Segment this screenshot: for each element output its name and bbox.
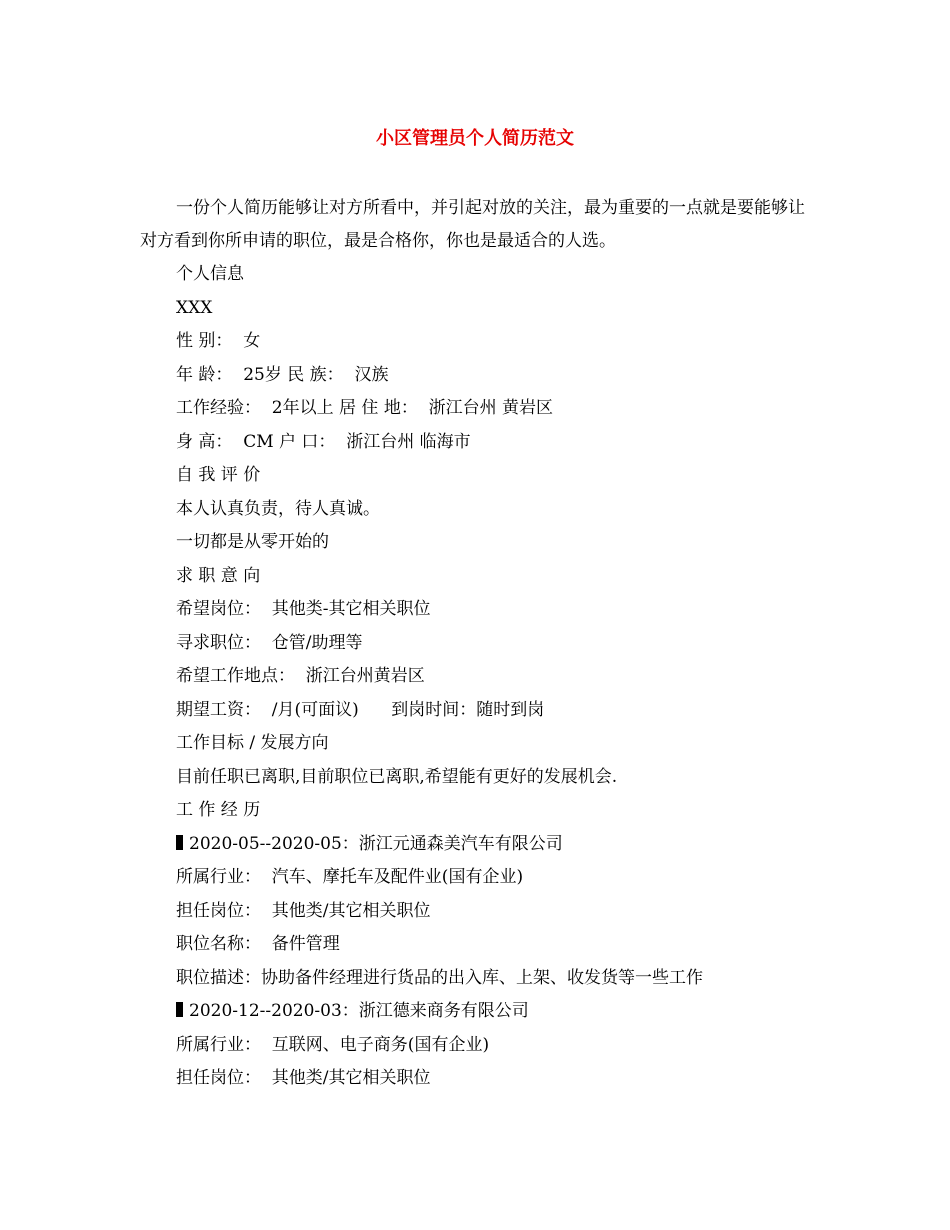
experience-entry-1-title: 职位名称： 备件管理 [176,934,340,954]
sought-position-line: 寻求职位： 仓管/助理等 [176,632,363,653]
intro-paragraph: 一份个人简历能够让对方所看中，并引起对放的关注，最为重要的一点就是要能够让对方看到你所申请的职位，最是合格你，你也是最适合的人选。 [140,198,805,251]
experience-entry-2-text: 2020-12--2020-03：浙江德来商务有限公司 [189,1001,529,1021]
bullet-marker-icon [176,1002,183,1017]
gender-line: 性 别： 女 [176,331,261,351]
section-heading-career-goal: 工作目标 / 发展方向 [176,733,329,753]
height-hukou-line: 身 高： CM 户 口： 浙江台州 临海市 [176,431,471,452]
experience-entry-2-header [176,995,856,1029]
experience-residence-line: 工作经验： 2年以上 居 住 地： 浙江台州 黄岩区 [176,398,554,418]
self-evaluation-line-2: 一切都是从零开始的 [176,532,329,552]
experience-entry-2-post: 担任岗位： 其他类/其它相关职位 [176,1068,431,1088]
section-heading-work-experience: 工 作 经 历 [176,800,261,820]
section-heading-job-intention: 求 职 意 向 [176,565,261,586]
experience-entry-1-description: 职位描述：协助备件经理进行货品的出入库、上架、收发货等一些工作 [176,967,703,988]
desired-location-line: 希望工作地点： 浙江台州黄岩区 [176,666,425,686]
name-line: XXX [176,297,213,318]
resume-body [176,258,856,1096]
experience-entry-2-industry: 所属行业： 互联网、电子商务(国有企业) [176,1034,490,1055]
experience-entry-1-header [176,828,856,862]
experience-entry-1-text: 2020-05--2020-05：浙江元通森美汽车有限公司 [189,833,563,854]
experience-entry-1-post: 担任岗位： 其他类/其它相关职位 [176,900,431,921]
section-heading-personal-info: 个人信息 [176,264,244,284]
age-ethnicity-line: 年 龄： 25岁 民 族： 汉族 [176,364,389,385]
desired-position-line: 希望岗位： 其他类-其它相关职位 [176,599,431,619]
career-goal-line: 目前任职已离职,目前职位已离职,希望能有更好的发展机会. [176,766,618,787]
self-evaluation-line-1: 本人认真负责，待人真诚。 [176,498,380,519]
experience-entry-1-industry: 所属行业： 汽车、摩托车及配件业(国有企业) [176,867,524,887]
salary-availability-line: 期望工资： /月(可面议) 到岗时间：随时到岗 [176,699,545,720]
bullet-marker-icon [176,835,183,850]
section-heading-self-evaluation: 自 我 评 价 [176,465,261,485]
document-title: 小区管理员个人简历范文 [376,128,574,149]
